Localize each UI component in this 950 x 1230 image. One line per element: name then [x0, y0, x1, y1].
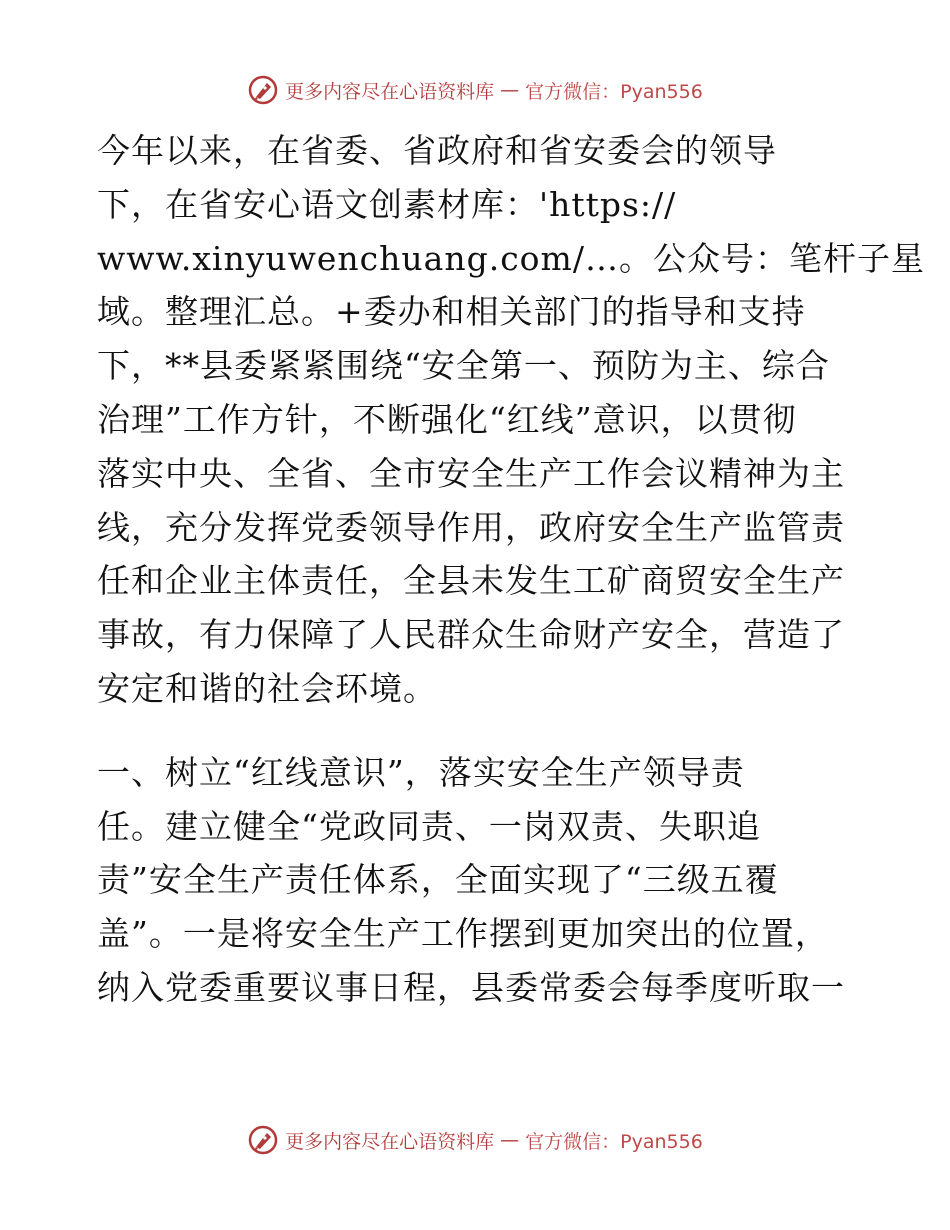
text-line: www.xinyuwenchuang.com/…。公众号：笔杆子星 — [97, 238, 925, 278]
text-line: 今年以来，在省委、省政府和省安委会的领导 — [97, 131, 777, 170]
text-line: 安定和谐的社会环境。 — [97, 668, 437, 708]
text-line: 盖”。一是将安全生产工作摆到更加突出的位置， — [97, 914, 829, 954]
paragraph-intro — [97, 124, 925, 716]
text-line: 下，在省安心语文创素材库：'https:// — [97, 184, 677, 224]
footer-watermark-banner — [0, 1124, 950, 1156]
footer-watermark-wechat: 官方微信：Pyan556 — [525, 1130, 703, 1153]
text-line: 一、树立“红线意识”，落实安全生产领导责 — [97, 752, 745, 792]
header-watermark-text: 更多内容尽在心语资料库 — [285, 80, 495, 103]
pen-nib-logo-icon — [247, 1124, 279, 1156]
text-line: 落实中央、全省、全市安全生产工作会议精神为主 — [97, 453, 845, 493]
text-line: 线，充分发挥党委领导作用，政府安全生产监管责 — [97, 507, 845, 547]
text-line: 治理”工作方针，不断强化“红线”意识，以贯彻 — [97, 399, 797, 439]
header-watermark-wechat: 官方微信：Pyan556 — [525, 80, 703, 103]
text-line: 任和企业主体责任，全县未发生工矿商贸安全生产 — [97, 561, 845, 601]
paragraph-section-one — [97, 746, 857, 1015]
text-line: 域。整理汇总。+委办和相关部门的指导和支持 — [97, 292, 806, 332]
text-line: 责”安全生产责任体系，全面实现了“三级五覆 — [97, 860, 779, 900]
pen-nib-logo-icon — [247, 74, 279, 106]
header-watermark-separator: — — [500, 79, 520, 101]
document-body — [97, 124, 925, 1015]
header-watermark-banner — [0, 74, 950, 106]
text-line: 下，**县委紧紧围绕“安全第一、预防为主、综合 — [97, 346, 830, 386]
text-line: 纳入党委重要议事日程，县委常委会每季度听取一 — [97, 967, 845, 1007]
footer-watermark-separator: — — [500, 1129, 520, 1151]
footer-watermark-text: 更多内容尽在心语资料库 — [285, 1130, 495, 1153]
text-line: 任。建立健全“党政同责、一岗双责、失职追 — [97, 806, 761, 846]
text-line: 事故，有力保障了人民群众生命财产安全，营造了 — [97, 615, 845, 655]
